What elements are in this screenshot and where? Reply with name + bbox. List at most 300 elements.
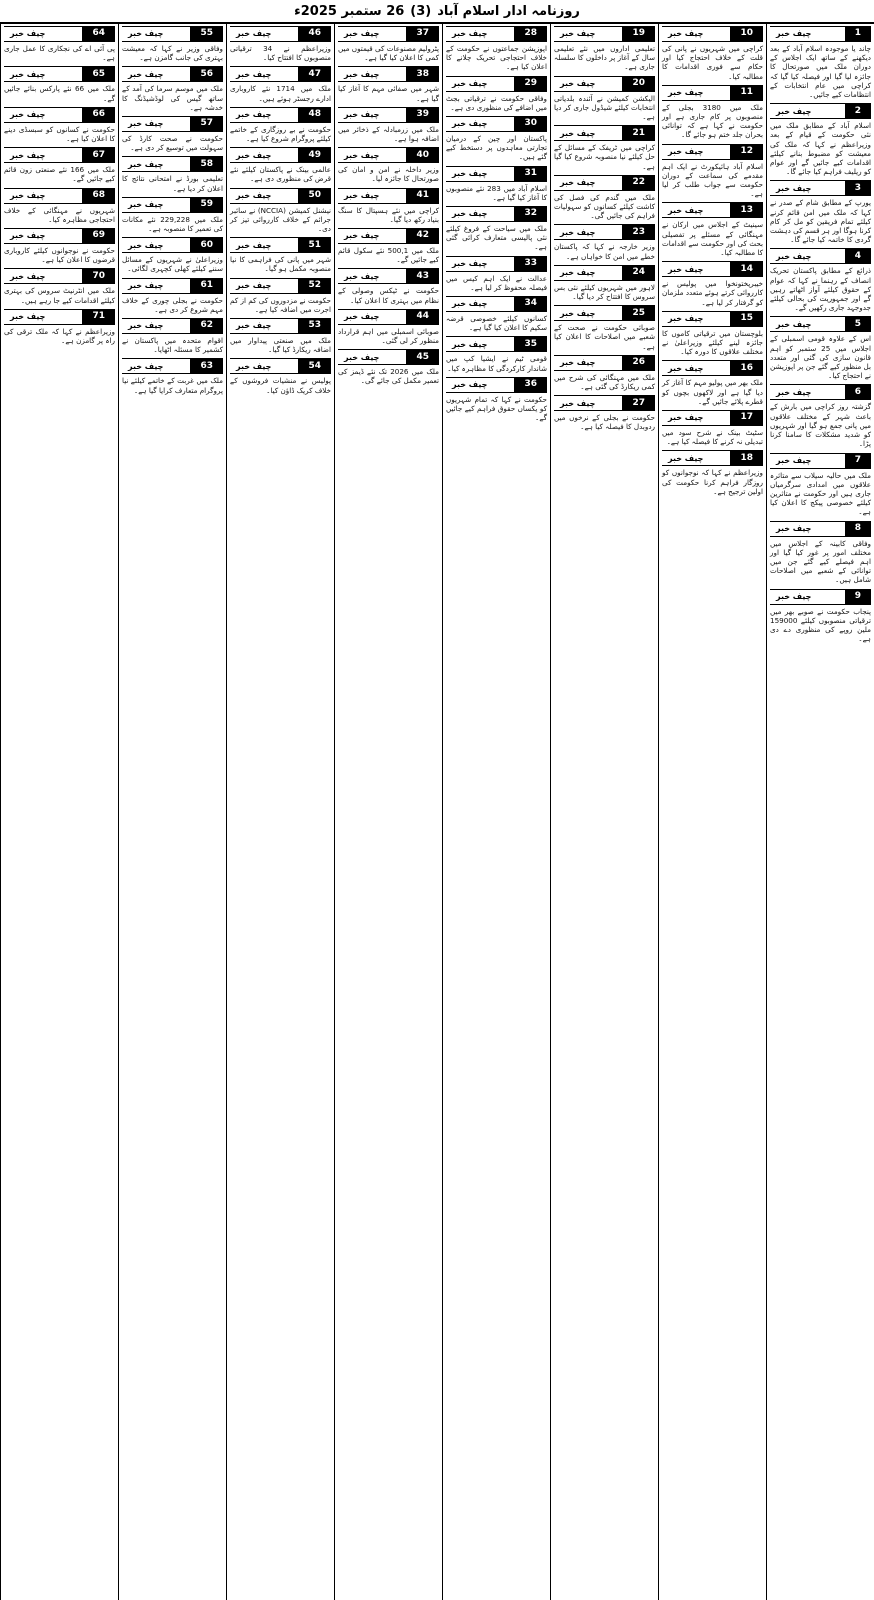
news-item-header	[230, 237, 331, 253]
news-item-label: چیف خبر	[560, 358, 596, 368]
news-item-header	[4, 66, 115, 82]
news-item-label: چیف خبر	[668, 453, 704, 463]
news-item	[554, 263, 655, 301]
news-item-number: 32	[514, 207, 547, 221]
news-item-header	[230, 66, 331, 82]
news-item-body: وزیر داخلہ نے امن و امان کی صورتحال کا جائزہ لیا۔	[338, 165, 439, 184]
news-item	[446, 254, 547, 292]
news-item-label: چیف خبر	[776, 106, 812, 116]
news-item-body: ملک میں 66 نئے پارکس بنائے جائیں گے۔	[4, 84, 115, 103]
news-item-label: چیف خبر	[668, 264, 704, 274]
news-item-label: چیف خبر	[236, 150, 272, 160]
news-item-header	[338, 147, 439, 163]
news-item-body: خیبرپختونخوا میں پولیس نے کارروائی کرتے ہوئے متعدد ملزمان کو گرفتار کر لیا ہے۔	[662, 279, 763, 307]
news-item-label: چیف خبر	[668, 363, 704, 373]
news-item-label: چیف خبر	[776, 251, 812, 261]
news-item-number: 35	[514, 337, 547, 351]
news-item-label: چیف خبر	[10, 69, 46, 79]
news-item-header	[662, 85, 763, 101]
news-item-number: 14	[730, 262, 763, 276]
news-item-number: 67	[82, 148, 115, 162]
news-item-body: اپوزیشن جماعتوں نے حکومت کے خلاف احتجاجی تحریک چلانے کا اعلان کیا ہے۔	[446, 44, 547, 72]
news-item-label: چیف خبر	[560, 227, 596, 237]
news-item-header	[338, 309, 439, 325]
news-item-header	[446, 377, 547, 393]
news-item-body: اسلام آباد میں 283 نئے منصوبوں کا آغاز کیا گیا ہے۔	[446, 183, 547, 202]
news-item-number: 65	[82, 67, 115, 81]
news-item	[662, 408, 763, 446]
news-item-header	[770, 589, 871, 605]
news-item	[122, 24, 223, 62]
news-item-header	[662, 450, 763, 466]
news-column	[442, 24, 550, 1600]
news-item	[230, 276, 331, 314]
news-item-label: چیف خبر	[452, 339, 488, 349]
news-item	[662, 358, 763, 406]
news-item-label: چیف خبر	[776, 319, 812, 329]
news-item-number: 34	[514, 297, 547, 311]
news-item-body: ملک میں زرمبادلہ کے ذخائر میں اضافہ ہوا ہے۔	[338, 124, 439, 144]
news-item-number: 47	[298, 67, 331, 81]
masthead-page: (3)	[410, 3, 432, 19]
news-item-header	[446, 116, 547, 132]
news-item-header	[338, 228, 439, 244]
news-item	[770, 24, 871, 99]
news-item-header	[554, 76, 655, 92]
news-item-label: چیف خبر	[10, 271, 46, 281]
news-item-body: صوبائی اسمبلی میں اہم قرارداد منظور کر لی گئی۔	[338, 326, 439, 346]
news-item-number: 22	[622, 176, 655, 190]
news-item-header	[446, 76, 547, 92]
news-item-number: 19	[622, 27, 655, 41]
news-item-label: چیف خبر	[560, 308, 596, 318]
news-item-header	[230, 278, 331, 294]
news-item-label: چیف خبر	[236, 69, 272, 79]
news-item-number: 21	[622, 126, 655, 140]
news-item-header	[338, 188, 439, 204]
news-item	[122, 276, 223, 314]
news-item-body: پی آئی اے کی نجکاری کا عمل جاری ہے۔	[4, 44, 115, 63]
news-item-body: وزیراعظم نے 34 ترقیاتی منصوبوں کا افتتاح کیا۔	[230, 44, 331, 63]
news-item-body: ذرائع کے مطابق پاکستان تحریک انصاف کے رہنما نے کہا کہ عوام کے حقوق کیلئے آواز اٹھاتے رہیں گے اور جمہوریت کی بحالی کیلئے جدوجہد جاری رکھیں گے۔	[770, 266, 871, 313]
news-item-body: ملک میں 229,228 نئے مکانات کی تعمیر کا منصوبہ ہے۔	[122, 214, 223, 234]
news-item-label: چیف خبر	[128, 240, 164, 250]
news-item-body: کراچی میں نئے ہسپتال کا سنگ بنیاد رکھ دیا گیا۔	[338, 205, 439, 224]
news-item-header	[770, 521, 871, 537]
news-item	[554, 393, 655, 431]
news-item-body: پاکستان اور چین کے درمیان تجارتی معاہدوں پر دستخط کیے گئے ہیں۔	[446, 134, 547, 162]
news-item-label: چیف خبر	[128, 321, 164, 331]
news-item	[4, 145, 115, 183]
news-item	[446, 74, 547, 112]
news-item-label: چیف خبر	[452, 299, 488, 309]
news-item-number: 30	[514, 117, 547, 131]
news-item-body: اقوام متحدہ میں پاکستان نے کشمیر کا مسئلہ اٹھایا۔	[122, 336, 223, 355]
news-item-body: سٹیٹ بینک نے شرح سود میں تبدیلی نہ کرنے کا فیصلہ کیا ہے۔	[662, 428, 763, 447]
news-item-number: 20	[622, 77, 655, 91]
news-item-label: چیف خبر	[560, 79, 596, 88]
news-item-label: چیف خبر	[128, 159, 164, 169]
news-item-label: چیف خبر	[344, 69, 380, 79]
news-item	[554, 74, 655, 122]
news-item-label: چیف خبر	[236, 240, 272, 250]
news-item	[230, 24, 331, 62]
news-column	[550, 24, 658, 1600]
news-item	[554, 353, 655, 391]
news-item-header	[446, 256, 547, 272]
news-item-header	[446, 336, 547, 352]
news-item-number: 13	[730, 203, 763, 217]
news-item-number: 57	[190, 117, 223, 131]
news-item-body: ملک میں 166 نئے صنعتی زون قائم کیے جائیں گے۔	[4, 165, 115, 184]
news-item-number: 51	[298, 238, 331, 252]
news-item-header	[230, 358, 331, 374]
news-item	[230, 64, 331, 102]
news-item	[446, 204, 547, 252]
news-item	[446, 114, 547, 162]
news-item	[554, 173, 655, 221]
news-item-number: 50	[298, 189, 331, 203]
news-item-header	[662, 144, 763, 160]
news-item	[662, 448, 763, 496]
news-item	[770, 314, 871, 380]
news-item-body: لاہور میں شہریوں کیلئے نئی بس سروس کا افتتاح کر دیا گیا۔	[554, 282, 655, 302]
news-item-body: حکومت نے بجلی چوری کے خلاف مہم شروع کر دی ہے۔	[122, 295, 223, 314]
news-item-number: 53	[298, 319, 331, 333]
news-item-header	[770, 384, 871, 400]
news-item	[770, 101, 871, 176]
news-item	[770, 178, 871, 244]
news-item-label: چیف خبر	[236, 361, 272, 371]
news-item-header	[338, 66, 439, 82]
news-item-number: 66	[82, 108, 115, 122]
news-columns	[0, 24, 874, 1600]
news-item-header	[770, 26, 871, 42]
news-item-header	[122, 156, 223, 172]
news-item-label: چیف خبر	[128, 200, 164, 210]
news-item-number: 31	[514, 167, 547, 181]
news-item-number: 12	[730, 145, 763, 159]
news-item-header	[122, 116, 223, 132]
news-column	[658, 24, 766, 1600]
news-item-number: 69	[82, 229, 115, 243]
news-item-header	[122, 26, 223, 42]
news-item-body: حکومت نے صحت کارڈ کی سہولت میں توسیع کر دی ہے۔	[122, 134, 223, 153]
news-item	[122, 316, 223, 354]
news-item-label: چیف خبر	[344, 191, 380, 201]
news-item-header	[4, 147, 115, 163]
news-item-body: عدالت نے ایک اہم کیس میں فیصلہ محفوظ کر لیا ہے۔	[446, 273, 547, 292]
news-item-label: چیف خبر	[10, 231, 46, 241]
news-item-label: چیف خبر	[10, 29, 46, 39]
news-item-body: ملک میں 3180 بجلی کے منصوبوں پر کام جاری ہے اور حکومت نے کہا ہے کہ توانائی بحران جلد ختم ہو جائے گا۔	[662, 102, 763, 140]
news-item	[338, 24, 439, 62]
news-item-number: 45	[406, 350, 439, 364]
news-item-label: چیف خبر	[668, 314, 704, 324]
news-item-body: اس کے علاوہ قومی اسمبلی کے اجلاس میں 25 ستمبر کو اہم قانون سازی کی گئی اور متعدد بل منظور کیے گئے جن پر اپوزیشن نے احتجاج کیا۔	[770, 334, 871, 381]
news-item-number: 7	[845, 454, 871, 468]
news-item-body: بلوچستان میں ترقیاتی کاموں کا جائزہ لینے کیلئے وزیراعلیٰ نے مختلف علاقوں کا دورہ کیا۔	[662, 328, 763, 357]
news-item-header	[662, 360, 763, 376]
news-item-number: 38	[406, 67, 439, 81]
news-item-body: حکومت نے مزدوروں کی کم از کم اجرت میں اضافہ کیا ہے۔	[230, 295, 331, 314]
news-item-number: 16	[730, 361, 763, 375]
news-item-header	[554, 175, 655, 191]
news-item-body: ملک میں سیاحت کے فروغ کیلئے نئی پالیسی متعارف کرائی گئی ہے۔	[446, 224, 547, 252]
news-item-number: 36	[514, 378, 547, 392]
news-item-body: قومی ٹیم نے ایشیا کپ میں شاندار کارکردگی کا مظاہرہ کیا۔	[446, 354, 547, 373]
news-item-number: 62	[190, 319, 223, 333]
news-item-header	[446, 166, 547, 182]
news-item	[338, 105, 439, 143]
news-item-label: چیف خبر	[668, 205, 704, 215]
news-item-number: 61	[190, 279, 223, 293]
news-item-body: پنجاب حکومت نے صوبے بھر میں ترقیاتی منصوبوں کیلئے 159000 ملین روپے کی منظوری دے دی ہے۔	[770, 606, 871, 644]
news-item-number: 17	[730, 411, 763, 425]
news-item-label: چیف خبر	[776, 455, 812, 465]
news-item-header	[4, 26, 115, 42]
news-item	[770, 382, 871, 448]
news-item-header	[662, 410, 763, 426]
news-item-label: چیف خبر	[560, 178, 596, 188]
news-item-label: چیف خبر	[128, 281, 164, 291]
masthead-paper: روزنامہ ادار اسلام آباد	[437, 3, 580, 19]
news-item-body: ملک میں صنعتی پیداوار میں اضافہ ریکارڈ کیا گیا۔	[230, 336, 331, 355]
news-item	[122, 356, 223, 394]
news-item-label: چیف خبر	[128, 361, 164, 371]
news-item-number: 1	[845, 27, 871, 41]
news-item-label: چیف خبر	[344, 271, 380, 281]
news-item-label: چیف خبر	[560, 29, 596, 39]
news-item-header	[122, 278, 223, 294]
news-item-body: ملک میں 2026 تک نئے ڈیمز کی تعمیر مکمل کی جائے گی۔	[338, 367, 439, 386]
news-item-label: چیف خبر	[560, 128, 596, 138]
news-item-header	[446, 206, 547, 222]
news-item-label: چیف خبر	[344, 110, 380, 120]
masthead	[0, 0, 874, 24]
news-item-number: 18	[730, 451, 763, 465]
news-item-label: چیف خبر	[776, 387, 812, 397]
masthead-date: 26 ستمبر 2025ء	[294, 3, 405, 19]
news-item-header	[770, 248, 871, 264]
news-item	[4, 226, 115, 264]
news-item-body: عالمی بینک نے پاکستان کیلئے نئے قرض کی منظوری دی ہے۔	[230, 165, 331, 184]
news-item-body: حکومت نے نوجوانوں کیلئے کاروباری قرضوں کا اعلان کیا ہے۔	[4, 246, 115, 265]
news-item-number: 48	[298, 108, 331, 122]
news-item-number: 44	[406, 310, 439, 324]
news-item-body: ملک میں حالیہ سیلاب سے متاثرہ علاقوں میں امدادی سرگرمیاں جاری ہیں اور حکومت نے متاثرین کیلئے خصوصی پیکج کا اعلان کیا ہے۔	[770, 470, 871, 517]
news-item-header	[4, 107, 115, 123]
news-item	[662, 259, 763, 307]
news-item-body: حکومت نے کہا کہ تمام شہریوں کو یکساں حقوق فراہم کیے جائیں گے۔	[446, 394, 547, 423]
news-item-body: پولیس نے منشیات فروشوں کے خلاف کریک ڈاؤن کیا۔	[230, 376, 331, 395]
news-item-body: کراچی میں شہریوں نے پانی کی قلت کے خلاف احتجاج کیا اور حکام سے فوری اقدامات کا مطالبہ کیا۔	[662, 44, 763, 81]
news-item-label: چیف خبر	[344, 150, 380, 160]
news-item-number: 54	[298, 359, 331, 373]
news-item	[4, 64, 115, 102]
news-item-header	[446, 296, 547, 312]
news-item-header	[554, 265, 655, 281]
news-item-body: حکومت نے کسانوں کو سبسڈی دینے کا اعلان کیا ہے۔	[4, 124, 115, 144]
news-item-label: چیف خبر	[560, 268, 596, 278]
news-item-body: وزیراعلیٰ نے شہریوں کے مسائل سننے کیلئے کھلی کچہری لگائی۔	[122, 255, 223, 274]
news-item-header	[662, 26, 763, 42]
news-item	[446, 24, 547, 72]
news-item-number: 58	[190, 157, 223, 171]
news-item-number: 37	[406, 27, 439, 41]
news-item-number: 64	[82, 27, 115, 41]
news-item-number: 6	[845, 385, 871, 399]
news-item-header	[338, 107, 439, 123]
news-item	[4, 266, 115, 304]
news-item-body: الیکشن کمیشن نے آئندہ بلدیاتی انتخابات کیلئے شیڈول جاری کر دیا ہے۔	[554, 93, 655, 122]
news-item-label: چیف خبر	[668, 413, 704, 423]
news-item-label: چیف خبر	[668, 147, 704, 157]
news-item	[338, 64, 439, 102]
news-item-header	[4, 268, 115, 284]
news-item-number: 28	[514, 27, 547, 41]
news-item	[662, 83, 763, 140]
news-item-number: 10	[730, 27, 763, 41]
news-item-number: 70	[82, 269, 115, 283]
news-item-label: چیف خبر	[344, 29, 380, 39]
news-item-body: ملک میں انٹرنیٹ سروس کی بہتری کیلئے اقدامات کیے جا رہے ہیں۔	[4, 286, 115, 305]
news-item-body: صوبائی حکومت نے صحت کے شعبے میں اصلاحات کا اعلان کیا ہے۔	[554, 323, 655, 351]
news-item-header	[338, 268, 439, 284]
news-item-body: وفاقی کابینہ کے اجلاس میں مختلف امور پر غور کیا گیا اور اہم فیصلے کیے گئے جن میں توانائی کے شعبے میں اصلاحات شامل ہیں۔	[770, 538, 871, 585]
news-item-label: چیف خبر	[668, 29, 704, 39]
news-item-number: 4	[845, 249, 871, 263]
news-item	[338, 186, 439, 224]
news-item-body: ملک میں 1714 نئے کاروباری ادارے رجسٹر ہوئے ہیں۔	[230, 84, 331, 103]
news-item-label: چیف خبر	[452, 380, 488, 390]
news-item-label: چیف خبر	[668, 88, 704, 98]
news-item-number: 59	[190, 198, 223, 212]
news-item	[4, 24, 115, 62]
news-item-body: حکومت نے بجلی کے نرخوں میں ردوبدل کا فیصلہ کیا ہے۔	[554, 413, 655, 432]
news-item-header	[770, 180, 871, 196]
news-item-label: چیف خبر	[10, 191, 46, 201]
news-item-body: ملک میں مہنگائی کی شرح میں کمی ریکارڈ کی گئی ہے۔	[554, 372, 655, 392]
news-item-number: 60	[190, 238, 223, 252]
news-item-body: یورپ کے مطابق شام کے صدر نے کہا کہ ملک میں امن قائم کرنے کیلئے تمام فریقین کو مل کر کام کرنا ہوگا اور ہر قسم کی دہشت گردی کا خاتمہ کیا جائے گا۔	[770, 198, 871, 245]
news-column	[766, 24, 874, 1600]
news-item-body: اسلام آباد ہائیکورٹ نے ایک اہم مقدمے کی سماعت کے دوران حکومت سے جواب طلب کر لیا ہے۔	[662, 161, 763, 199]
news-item-header	[770, 453, 871, 469]
news-item-number: 15	[730, 312, 763, 326]
news-item-header	[4, 228, 115, 244]
news-item	[4, 105, 115, 143]
news-item-number: 63	[190, 359, 223, 373]
news-column	[0, 24, 118, 1600]
news-item-header	[4, 309, 115, 325]
news-item-number: 11	[730, 86, 763, 100]
news-item-header	[662, 261, 763, 277]
news-item-header	[4, 188, 115, 204]
news-item	[338, 145, 439, 183]
news-item-body: ملک بھر میں پولیو مہم کا آغاز کر دیا گیا ہے اور لاکھوں بچوں کو قطرے پلائے جائیں گے۔	[662, 378, 763, 406]
news-item	[122, 235, 223, 273]
news-item	[122, 64, 223, 112]
news-item-header	[338, 349, 439, 365]
news-item-body: گزشتہ روز کراچی میں بارش کے باعث شہر کے مختلف علاقوں میں پانی جمع ہو گیا اور شہریوں کو شدید مشکلات کا سامنا کرنا پڑا۔	[770, 402, 871, 449]
news-item-header	[230, 147, 331, 163]
news-item-number: 42	[406, 229, 439, 243]
news-item	[770, 587, 871, 644]
news-item-body: شہر میں پانی کی فراہمی کا نیا منصوبہ مکمل ہو گیا۔	[230, 255, 331, 274]
news-item	[446, 334, 547, 372]
news-item	[122, 114, 223, 152]
news-item	[662, 200, 763, 257]
news-item-label: چیف خبر	[128, 69, 164, 79]
news-item-label: چیف خبر	[776, 523, 812, 533]
news-item	[662, 142, 763, 199]
news-item-body: پٹرولیم مصنوعات کی قیمتوں میں کمی کا اعلان کیا گیا ہے۔	[338, 44, 439, 63]
news-item-number: 2	[845, 104, 871, 118]
news-item-label: چیف خبر	[344, 231, 380, 241]
news-item-number: 56	[190, 67, 223, 81]
news-column	[226, 24, 334, 1600]
news-item-body: تعلیمی اداروں میں نئے تعلیمی سال کے آغاز پر داخلوں کا سلسلہ جاری ہے۔	[554, 44, 655, 72]
news-item-number: 39	[406, 108, 439, 122]
news-item-header	[554, 26, 655, 42]
news-item-number: 23	[622, 225, 655, 239]
news-item	[770, 246, 871, 312]
news-item-label: چیف خبر	[452, 79, 488, 88]
news-item-number: 33	[514, 257, 547, 271]
news-item-body: ملک میں موسم سرما کی آمد کے ساتھ گیس کی لوڈشیڈنگ کا خدشہ ہے۔	[122, 84, 223, 112]
news-item-body: سینیٹ کے اجلاس میں ارکان نے مہنگائی کے مسئلے پر تفصیلی بحث کی اور حکومت سے اقدامات کا مطالبہ کیا۔	[662, 220, 763, 258]
news-item-label: چیف خبر	[236, 321, 272, 331]
news-item	[770, 451, 871, 517]
news-item	[662, 24, 763, 81]
news-item-body: وفاقی وزیر نے کہا کہ معیشت بہتری کی جانب گامزن ہے۔	[122, 44, 223, 63]
news-item-header	[554, 395, 655, 411]
news-item-label: چیف خبر	[10, 110, 46, 120]
news-item-header	[554, 224, 655, 240]
news-item-body: تعلیمی بورڈ نے امتحانی نتائج کا اعلان کر دیا ہے۔	[122, 174, 223, 193]
news-item	[230, 105, 331, 143]
news-item-label: چیف خبر	[128, 29, 164, 39]
news-item-header	[122, 358, 223, 374]
news-item	[122, 195, 223, 233]
news-item-label: چیف خبر	[452, 259, 488, 269]
news-item-number: 41	[406, 189, 439, 203]
news-item-body: چاند یا موجودہ اسلام آباد کے بعد دیکھنے کے ساتھ ایک اجلاس کے دوران ملک میں صورتحال کا جائزہ لیا گیا اور فیصلہ کیا گیا کہ کراچی میں عام انتخابات کے انتظامات کیے جائیں۔	[770, 44, 871, 100]
news-item-number: 71	[82, 310, 115, 324]
news-item-body: ملک میں 500,1 نئے سکول قائم کیے جائیں گے۔	[338, 246, 439, 265]
news-item-header	[554, 305, 655, 321]
news-item-header	[122, 237, 223, 253]
news-item-body: ملک میں غربت کے خاتمے کیلئے نیا پروگرام متعارف کرایا گیا ہے۔	[122, 376, 223, 395]
news-item-label: چیف خبر	[236, 110, 272, 120]
news-item-label: چیف خبر	[344, 312, 380, 322]
news-item-header	[230, 26, 331, 42]
news-item	[446, 294, 547, 332]
news-item-number: 43	[406, 269, 439, 283]
news-item-number: 52	[298, 279, 331, 293]
news-item-number: 27	[622, 396, 655, 410]
news-item-body: شہریوں نے مہنگائی کے خلاف احتجاجی مظاہرہ کیا۔	[4, 205, 115, 224]
news-item	[338, 307, 439, 345]
news-item-body: وزیر خارجہ نے کہا کہ پاکستان خطے میں امن کا خواہاں ہے۔	[554, 242, 655, 261]
news-item-label: چیف خبر	[236, 281, 272, 291]
news-item-label: چیف خبر	[560, 398, 596, 408]
news-item-label: چیف خبر	[776, 29, 812, 39]
news-item-label: چیف خبر	[776, 591, 812, 601]
news-item-body: شہر میں صفائی مہم کا آغاز کیا گیا ہے۔	[338, 84, 439, 103]
news-item-number: 24	[622, 266, 655, 280]
